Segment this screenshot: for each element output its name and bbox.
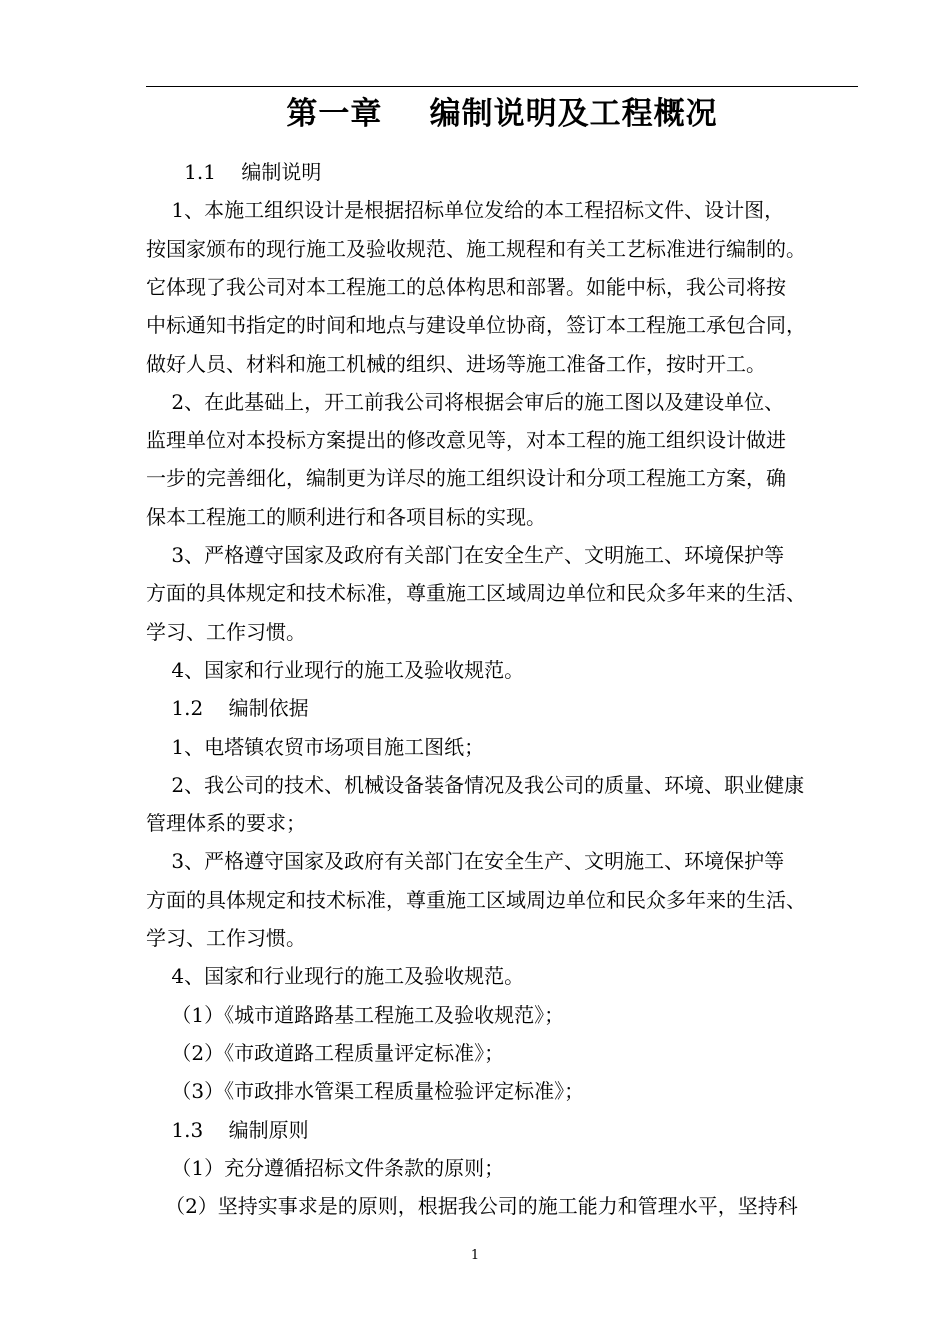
text-line: 学习、工作习惯。 bbox=[146, 926, 306, 950]
text-line: 中标通知书指定的时间和地点与建设单位协商，签订本工程施工承包合同， bbox=[146, 313, 806, 338]
text-line: 保本工程施工的顺利进行和各项目标的实现。 bbox=[146, 504, 546, 529]
text-line: 2、我公司的技术、机械设备装备情况及我公司的质量、环境、职业健康 bbox=[146, 772, 805, 797]
text-line: 1.2 编制依据 bbox=[146, 696, 309, 721]
text-line: （1）《城市道路路基工程施工及验收规范》； bbox=[146, 1002, 565, 1027]
text-line: （2）坚持实事求是的原则，根据我公司的施工能力和管理水平，坚持科 bbox=[146, 1194, 798, 1219]
text-line: （2）《市政道路工程质量评定标准》； bbox=[146, 1040, 505, 1065]
text-line: 一步的完善细化，编制更为详尽的施工组织设计和分项工程施工方案，确 bbox=[146, 466, 786, 491]
text-line: 方面的具体规定和技术标准，尊重施工区域周边单位和民众多年来的生活、 bbox=[146, 581, 806, 606]
header-rule bbox=[146, 86, 858, 87]
text-line: 3、严格遵守国家及政府有关部门在安全生产、文明施工、环境保护等 bbox=[146, 543, 785, 567]
text-line: 1、本施工组织设计是根据招标单位发给的本工程招标文件、设计图， bbox=[146, 198, 785, 223]
page-number: 1 bbox=[470, 1248, 480, 1263]
text-line: （1）充分遵循招标文件条款的原则； bbox=[146, 1155, 505, 1180]
text-line: 1.1 编制说明 bbox=[146, 160, 322, 184]
text-line: 做好人员、材料和施工机械的组织、进场等施工准备工作，按时开工。 bbox=[146, 351, 766, 376]
chapter-title: 第一章 编制说明及工程概况 bbox=[286, 96, 718, 132]
text-line: 1.3 编制原则 bbox=[146, 1117, 309, 1142]
text-line: 按国家颁布的现行施工及验收规范、施工规程和有关工艺标准进行编制的。 bbox=[146, 236, 806, 261]
text-line: 监理单位对本投标方案提出的修改意见等，对本工程的施工组织设计做进 bbox=[146, 428, 786, 453]
text-line: 2、在此基础上，开工前我公司将根据会审后的施工图以及建设单位、 bbox=[146, 389, 785, 414]
text-line: 4、国家和行业现行的施工及验收规范。 bbox=[146, 964, 525, 989]
text-line: 4、国家和行业现行的施工及验收规范。 bbox=[146, 657, 525, 682]
text-line: 它体现了我公司对本工程施工的总体构思和部署。如能中标，我公司将按 bbox=[146, 274, 786, 299]
text-line: 管理体系的要求； bbox=[146, 811, 306, 836]
text-line: （3）《市政排水管渠工程质量检验评定标准》； bbox=[146, 1079, 585, 1104]
text-line: 学习、工作习惯。 bbox=[146, 619, 306, 644]
text-line: 1、电塔镇农贸市场项目施工图纸； bbox=[146, 734, 485, 759]
text-line: 3、严格遵守国家及政府有关部门在安全生产、文明施工、环境保护等 bbox=[146, 849, 785, 874]
text-line: 方面的具体规定和技术标准，尊重施工区域周边单位和民众多年来的生活、 bbox=[146, 887, 806, 912]
